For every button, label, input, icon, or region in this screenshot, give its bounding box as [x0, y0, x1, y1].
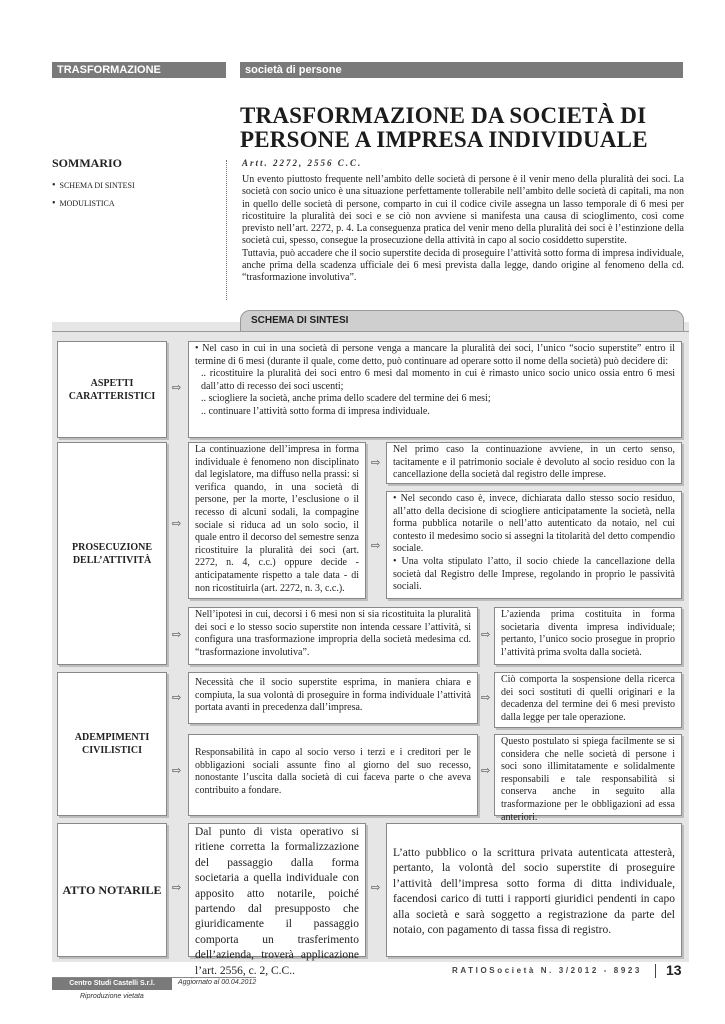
- label-aspetti: ASPETTI CARATTERISTICI: [57, 341, 167, 438]
- journal-reference: RATIOSocietà N. 3/2012 - 8923: [452, 966, 642, 975]
- label-atto: ATTO NOTARILE: [57, 823, 167, 957]
- arrow-right-icon: [172, 883, 181, 894]
- label-adempimenti: ADEMPIMENTI CIVILISTICI: [57, 672, 167, 816]
- schema-title: SCHEMA DI SINTESI: [240, 310, 684, 332]
- prosecuzione-main-box: La continuazione dell’impresa in forma individuale è fenomeno non disciplinato dal legislatore, ma diffuso nella prassi: si verifica quando, in una società di persone, per la morte, l’esclusione o il recesso di alcuni sodali, la compagine sociale si riduca ad un solo socio, il quale entro il decorso del semestre senza ricostituire la pluralità dei soci (art. 2272, n. 4, c.c.) oppure decide - anticipatamente rispetto a tale data - di non ricostituirla (art. 2272, n. 3, c.c.).: [188, 442, 366, 599]
- arrow-right-icon: [371, 883, 380, 894]
- intro-text: Un evento piuttosto frequente nell’ambito delle società di persone è il venir meno della pluralità dei soci. La società con socio unico è una situazione perfettamente tollerabile nell’ambito delle società di capitali, ma non in quello delle società di persone, comparto in cui il codice civile assegna un lasso temporale di 6 mesi per ricostituire la pluralità dei soci e se ciò non avviene si manifesta una causa di scioglimento, così come previsto nell’art. 2272, p. 4. La conseguenza pratica del venir meno della pluralità dei soci è l’estinzione della società cui, spesso, consegue la prosecuzione della attività in capo al socio cosiddetto superstite. Tuttavia, può accadere che il socio superstite decida di proseguire l’attività sotto forma di impresa individuale, anche prima della scadenza ufficiale dei 6 mesi prevista dalla legge, dando origine al fenomeno della cd. “trasformazione involutiva”.: [242, 174, 685, 284]
- sommario-list: [52, 180, 135, 216]
- adempimento-responsabilita-box: Responsabilità in capo al socio verso i terzi e i creditori per le obbligazioni sociali assunte fino al giorno del suo recesso, nonostante l’uscita dalla società di cui faceva parte o che aveva contribuito a fondare.: [188, 734, 478, 816]
- articles-reference: Artt. 2272, 2556 C.C.: [242, 158, 363, 168]
- prosecuzione-first-case-box: Nel primo caso la continuazione avviene, in un certo senso, tacitamente e il patrimonio sociale è devoluto al socio residuo con la cancellazione della società dal registro delle imprese.: [386, 442, 682, 484]
- sommario-item-modulistica[interactable]: • MODULISTICA: [52, 198, 135, 209]
- page-number: 13: [666, 962, 682, 978]
- arrow-right-icon: [172, 693, 181, 704]
- adempimento-responsabilita-note: Questo postulato si spiega facilmente se si considera che nelle società di persone i soci sono illimitatamente e solidalmente responsabili e tale responsabilità si conserva anche in seguito alla trasformazione per le obbligazioni ad essa anteriori.: [494, 734, 682, 816]
- aspetti-box: • Nel caso in cui in una società di persone venga a mancare la pluralità dei soci, l’unico “socio superstite” entro il termine di 6 mesi (durante il quale, come detto, può continuare ad operare sotto il nome della società) può decidere di: .. ricostituire la pluralità dei soci entro 6 mesi dal momento in cui è rimasto unico socio unico ossia entro 6 mesi dall’atto di recesso dei soci uscenti; .. sciogliere la società, anche prima dello scadere del termine dei 6 mesi; .. continuare l’attività sotto forma di impresa individuale.: [188, 341, 682, 438]
- trasformazione-result-box: L’azienda prima costituita in forma societaria diventa impresa individuale; pertanto, l’unico socio prosegue in proprio l’attività prima svolta dalla società.: [494, 607, 682, 665]
- arrow-right-icon: [172, 383, 181, 394]
- arrow-right-icon: [172, 630, 181, 641]
- update-date: Aggiornato al 00.04.2012: [178, 979, 257, 986]
- reproduction-notice: Riproduzione vietata: [80, 993, 144, 1000]
- atto-detail-box: L’atto pubblico o la scrittura privata autenticata attesterà, pertanto, la volontà del socio superstite di proseguire l’attività dell’impresa sotto forma di ditta individuale, facendosi carico di tutti i rapporti giuridici pendenti in capo alla società e sarà soggetto a registrazione da parte del notaio, con pagamento di tassa fissa di registro.: [386, 823, 682, 957]
- arrow-right-icon: [481, 693, 490, 704]
- arrow-right-icon: [371, 458, 380, 469]
- arrow-right-icon: [172, 766, 181, 777]
- prosecuzione-second-case-box: • Nel secondo caso è, invece, dichiarata dallo stesso socio residuo, all’atto della decisione di sciogliere anticipatamente la società, nella forma pubblica notarile o nell’atto autenticato da notaio, nel cui contesto il medesimo socio si assegni la titolarità del detto compendio sociale. • Una volta stipulato l’atto, il socio chiede la cancellazione della società dal Registro delle Imprese, regolando in proprio le passività sociali.: [386, 491, 682, 599]
- section-header-left: TRASFORMAZIONE: [52, 62, 226, 78]
- trasformazione-involutiva-box: Nell’ipotesi in cui, decorsi i 6 mesi non si sia ricostituita la pluralità dei soci e lo stesso socio superstite non intenda cessare l’attività, si configura una trasformazione impropria della società medesima cd. “trasformazione involutiva”.: [188, 607, 478, 665]
- arrow-right-icon: [172, 519, 181, 530]
- arrow-right-icon: [481, 630, 490, 641]
- sommario-title: SOMMARIO: [52, 156, 122, 170]
- adempimento-volonta-box: Necessità che il socio superstite esprima, in maniera chiara e compiuta, la sua volontà di proseguire in forma individuale l’attività portata avanti in precedenza dall’impresa.: [188, 672, 478, 724]
- section-header-right: società di persone: [240, 62, 683, 78]
- footer-divider: [655, 964, 656, 978]
- arrow-right-icon: [371, 541, 380, 552]
- atto-main-box: Dal punto di vista operativo si ritiene corretta la formalizzazione del passaggio dalla forma societaria a quella individuale con apposito atto notarile, poiché partendo dal presupposto che giuridicamente il passaggio comporta un trasferimento dell’azienda, troverà applicazione l’art. 2556, c. 2, C.C..: [188, 823, 366, 957]
- divider: [226, 160, 227, 300]
- page-title: TRASFORMAZIONE DA SOCIETÀ DI PERSONE A IMPRESA INDIVIDUALE: [240, 103, 648, 152]
- publisher-badge: Centro Studi Castelli S.r.l.: [52, 978, 172, 990]
- label-prosecuzione: PROSECUZIONE DELL’ATTIVITÀ: [57, 442, 167, 665]
- adempimento-volonta-note: Ciò comporta la sospensione della ricerca dei soci sostituti di quelli originari e la decadenza del termine dei 6 mesi previsto dalla legge per tale operazione.: [494, 672, 682, 728]
- sommario-item-schema[interactable]: • SCHEMA DI SINTESI: [52, 180, 135, 191]
- arrow-right-icon: [481, 766, 490, 777]
